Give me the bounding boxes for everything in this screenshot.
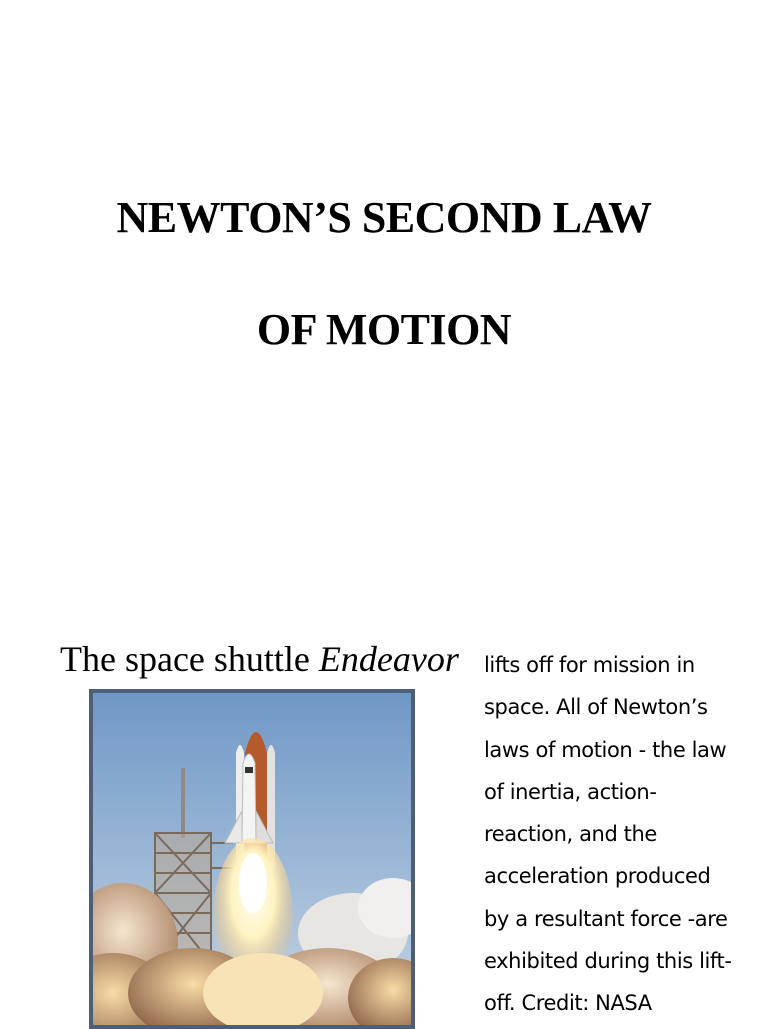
caption-body [484, 644, 754, 1025]
page-title-line-1: NEWTON’S SECOND LAW [116, 193, 652, 242]
caption-line: by a resultant force -are [484, 906, 728, 931]
caption-lead: The space shuttle [60, 639, 319, 679]
caption-line: space. All of Newton’s [484, 695, 708, 720]
page-title-line-2: OF MOTION [256, 305, 512, 354]
caption-line: exhibited during this lift- [484, 949, 732, 974]
caption-line: laws of motion - the law [484, 737, 727, 762]
shuttle-launch-photo [89, 689, 415, 1029]
caption-line: reaction, and the [484, 822, 657, 847]
shuttle-name: Endeavor [318, 639, 459, 679]
caption-line: of inertia, action- [484, 779, 657, 804]
caption-line: lifts off for mission in [484, 653, 695, 677]
caption-line: acceleration produced [484, 864, 711, 889]
shuttle-launch-illustration [93, 693, 411, 1025]
caption-line: off. Credit: NASA [484, 991, 652, 1016]
caption-heading [60, 634, 459, 684]
